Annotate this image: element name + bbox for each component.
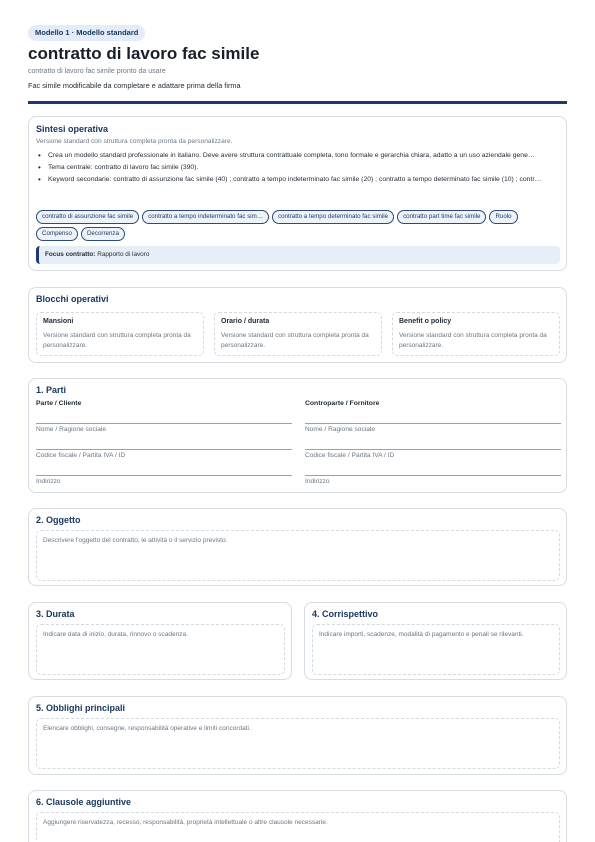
durata-placeholder: Indicare data di inizio, durata, rinnovo o scadenza. <box>43 631 188 638</box>
blocks-card <box>28 287 567 363</box>
summary-title: Sintesi operativa <box>36 124 109 134</box>
oggetto-textarea[interactable] <box>36 530 560 581</box>
counterparty-id-line[interactable] <box>305 449 561 450</box>
corrispettivo-placeholder: Indicare importi, scadenze, modalità di pagamento e penali se rilevanti. <box>319 631 524 638</box>
section-title: 4. Corrispettivo <box>312 609 379 619</box>
section-title: 5. Obblighi principali <box>36 703 126 713</box>
counterparty-name-label: Nome / Ragione sociale <box>305 426 376 433</box>
counterparty-heading: Controparte / Fornitore <box>305 400 380 407</box>
obblighi-textarea[interactable] <box>36 718 560 769</box>
oggetto-section <box>28 508 567 586</box>
keyword-chip[interactable]: Ruolo <box>489 210 517 224</box>
block-description: Versione standard con struttura completa pronta da personalizzare. <box>43 332 191 349</box>
block-orario <box>214 312 382 356</box>
summary-bullet: • Crea un modello standard professionale in italiano. Deve avere struttura contrattuale completa, tono formale e gerarchia chiara, adatto a un uso aziendale gene… <box>36 151 556 160</box>
durata-section <box>28 602 292 680</box>
counterparty-name-line[interactable] <box>305 423 561 424</box>
summary-bullet: • Keyword secondarie: contratto di assunzione fac simile (40) ; contratto a tempo indeterminato fac simile (20) ; contratto a tempo determinato fac simile (10) ; contr… <box>36 175 556 184</box>
party-name-label: Nome / Ragione sociale <box>36 426 107 433</box>
keyword-chips <box>36 210 561 241</box>
counterparty-address-label: Indirizzo <box>305 478 330 485</box>
counterparty-id-label: Codice fiscale / Partita IVA / ID <box>305 452 395 459</box>
summary-card <box>28 116 567 271</box>
corrispettivo-section <box>304 602 567 680</box>
block-benefit <box>392 312 560 356</box>
block-title: Mansioni <box>43 318 74 325</box>
oggetto-placeholder: Descrivere l'oggetto del contratto, le attività o il servizio previsto. <box>43 537 228 544</box>
counterparty-address-line[interactable] <box>305 475 561 476</box>
summary-bullet: • Tema centrale: contratto di lavoro fac simile (390). <box>36 163 556 172</box>
parti-section <box>28 378 567 493</box>
block-description: Versione standard con struttura completa pronta da personalizzare. <box>221 332 369 349</box>
party-address-line[interactable] <box>36 475 292 476</box>
party-address-label: Indirizzo <box>36 478 61 485</box>
keyword-chip[interactable]: Compenso <box>36 227 78 241</box>
section-title: 3. Durata <box>36 609 75 619</box>
page-title: contratto di lavoro fac simile <box>28 44 260 63</box>
clausole-section <box>28 790 567 842</box>
keyword-chip[interactable]: contratto di assunzione fac simile <box>36 210 139 224</box>
section-title: 1. Parti <box>36 385 67 395</box>
focus-value: Rapporto di lavoro <box>97 251 150 258</box>
summary-subtitle: Versione standard con struttura completa pronta da personalizzare. <box>36 138 233 145</box>
page-subtitle: contratto di lavoro fac simile pronto da usare <box>28 68 166 75</box>
summary-bullets <box>36 151 556 188</box>
block-title: Benefit o policy <box>399 318 452 325</box>
section-title: 6. Clausole aggiuntive <box>36 797 132 807</box>
party-heading: Parte / Cliente <box>36 400 82 407</box>
clausole-placeholder: Aggiungere riservatezza, recesso, responsabilità, proprietà intellettuale o altre clausole necessarie. <box>43 819 328 826</box>
clausole-textarea[interactable] <box>36 812 560 842</box>
block-description: Versione standard con struttura completa pronta da personalizzare. <box>399 332 547 349</box>
focus-callout <box>36 246 560 264</box>
focus-label: Focus contratto: <box>45 251 96 258</box>
keyword-chip[interactable]: contratto a tempo determinato fac simile <box>272 210 394 224</box>
page-tagline: Fac simile modificabile da completare e adattare prima della firma <box>28 81 241 90</box>
durata-textarea[interactable] <box>36 624 285 675</box>
section-title: 2. Oggetto <box>36 515 81 525</box>
template-badge: Modello 1 · Modello standard <box>28 25 145 41</box>
keyword-chip[interactable]: contratto part time fac simile <box>397 210 486 224</box>
keyword-chip[interactable]: contratto a tempo indeterminato fac sim… <box>142 210 269 224</box>
party-name-line[interactable] <box>36 423 292 424</box>
party-id-line[interactable] <box>36 449 292 450</box>
block-mansioni <box>36 312 204 356</box>
blocks-title: Blocchi operativi <box>36 294 109 304</box>
block-title: Orario / durata <box>221 318 270 325</box>
keyword-chip[interactable]: Decorrenza <box>81 227 125 241</box>
obblighi-placeholder: Elencare obblighi, consegne, responsabilità operative e limiti concordati. <box>43 725 251 732</box>
header-divider <box>28 101 567 104</box>
corrispettivo-textarea[interactable] <box>312 624 560 675</box>
party-id-label: Codice fiscale / Partita IVA / ID <box>36 452 126 459</box>
obblighi-section <box>28 696 567 775</box>
